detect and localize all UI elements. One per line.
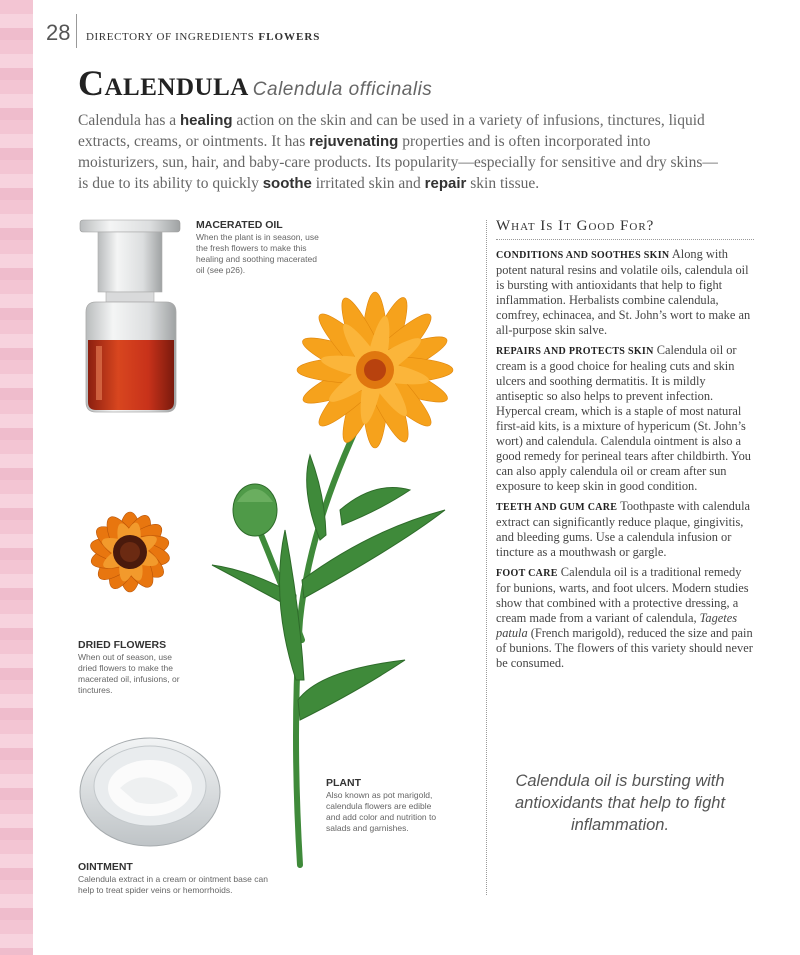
- panel-heading: What Is It Good For?: [496, 218, 655, 234]
- caption-text: When the plant is in season, use the fresh flowers to make this healing and soothing macerated oil (see p26).: [196, 232, 319, 275]
- benefit-lead: FOOT CARE: [496, 568, 558, 579]
- page-title: [78, 62, 432, 104]
- ointment-dish-illustration: [76, 728, 226, 852]
- benefit-text: (French marigold), reduced the size and pain of bunions. The flowers of this variety should never be consumed.: [496, 626, 753, 670]
- caption-title: DRIED FLOWERS: [78, 639, 167, 651]
- caption-title: OINTMENT: [78, 861, 133, 873]
- section-prefix: DIRECTORY OF INGREDIENTS: [86, 31, 255, 43]
- intro-paragraph: [78, 110, 718, 194]
- intro-keyword: soothe: [262, 175, 312, 192]
- intro-text: irritated skin and: [311, 175, 425, 192]
- benefit-item: [496, 565, 754, 671]
- intro-text: skin tissue.: [466, 175, 540, 192]
- caption-text: Calendula extract in a cream or ointment base can help to treat spider veins or hemorrhoids.: [78, 874, 268, 895]
- pull-quote: Calendula oil is bursting with antioxidants that help to fight inflammation.: [514, 772, 726, 834]
- header-divider: [76, 14, 77, 48]
- running-header: [86, 31, 320, 43]
- benefit-text: Toothpaste with calendula extract can significantly reduce plaque, gingivitis, and bleeding gums. Use a calendula infusion or tincture as a mouthwash or gargle.: [496, 499, 751, 559]
- intro-keyword: rejuvenating: [309, 133, 399, 150]
- latin-name: Calendula officinalis: [252, 79, 433, 100]
- page-edge-strip: [0, 0, 33, 955]
- intro-text: properties and is often incorporated into moisturizers, sun, hair, and baby-care products. Its popularity—especially for sensitive and dry skins—is due to its ability to quickly: [78, 133, 718, 192]
- section-name: FLOWERS: [258, 31, 321, 43]
- benefit-lead: TEETH AND GUM CARE: [496, 502, 618, 513]
- benefit-lead: CONDITIONS AND SOOTHES SKIN: [496, 250, 670, 261]
- common-name: Calendula: [78, 63, 249, 103]
- dried-flower-illustration: [48, 476, 208, 626]
- benefit-text: Calendula oil or cream is a good choice for healing cuts and skin ulcers and soothing dermatitis. It is mildly antiseptic so also helps to prevent infection. Hypercal cream, which is a staple of most natural first-aid kits, is a mixture of hypericum (St. John’s wort) and calendula. Calendula ointment is also a good remedy for perineal tears after childbirth. You can also apply calendula oil or cream after sun exposure to keep skin in good condition.: [496, 343, 751, 493]
- panel-heading-rule: [496, 239, 754, 240]
- intro-keyword: healing: [180, 112, 233, 129]
- caption-plant: [326, 778, 446, 834]
- species-name: Tagetes patula: [496, 611, 738, 640]
- intro-text: Calendula has a: [78, 112, 181, 129]
- benefit-item: [496, 247, 754, 338]
- oil-bottle-illustration: [76, 216, 186, 416]
- intro-keyword: repair: [424, 175, 467, 192]
- benefit-text: Along with potent natural resins and volatile oils, calendula oil is bursting with antioxidants that help to fight inflammation. Herbalists combine calendula, comfrey, echinacea, and St. John’s wort to make an all-purpose skin salve.: [496, 247, 751, 337]
- page-number: 28: [46, 20, 71, 45]
- benefit-text: Calendula oil is a traditional remedy for bunions, warts, and foot ulcers. Modern studies show that combined with a protective dressing, a cream made from a variant of calendula,: [496, 565, 749, 625]
- caption-title: PLANT: [326, 777, 361, 789]
- benefit-lead: REPAIRS AND PROTECTS SKIN: [496, 346, 654, 357]
- caption-macerated-oil: [196, 220, 321, 276]
- benefit-item: [496, 343, 754, 494]
- caption-dried-flowers: [78, 640, 190, 696]
- intro-text: action on the skin and can be used in a variety of infusions, tinctures, liquid extracts, creams, or ointments. It has: [78, 112, 705, 150]
- caption-text: Also known as pot marigold, calendula flowers are edible and add color and nutrition to salads and garnishes.: [326, 790, 437, 833]
- benefit-item: [496, 499, 754, 560]
- caption-ointment: [78, 862, 278, 896]
- column-divider: [486, 220, 487, 895]
- caption-text: When out of season, use dried flowers to make the macerated oil, infusions, or tinctures.: [78, 652, 180, 695]
- benefits-panel: [496, 247, 754, 676]
- caption-title: MACERATED OIL: [196, 219, 283, 231]
